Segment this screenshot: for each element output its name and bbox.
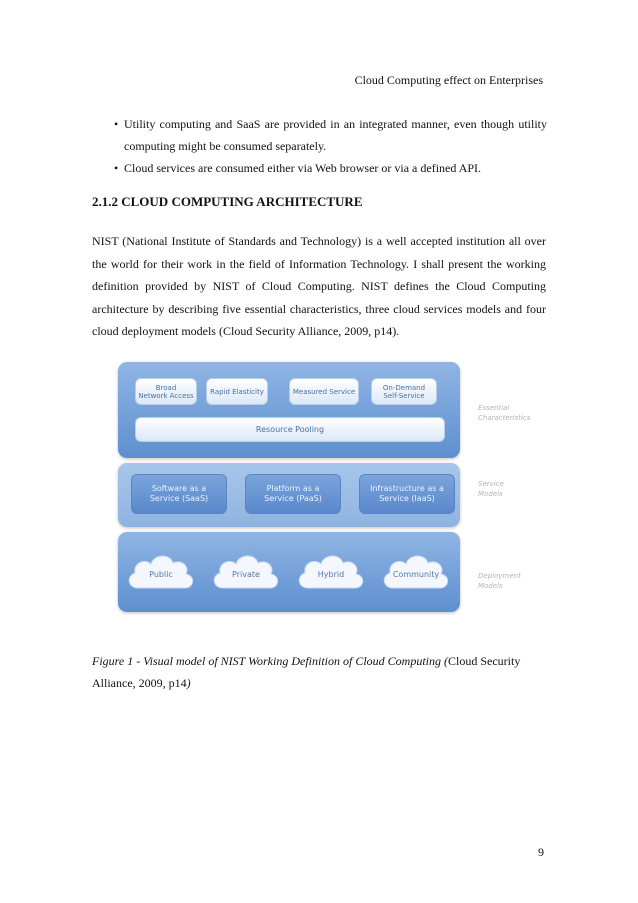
service-box — [245, 474, 341, 514]
characteristic-label: Broad — [155, 383, 177, 392]
service-label: Platform as a — [266, 484, 320, 493]
characteristic-box — [206, 378, 268, 405]
side-label-essential — [478, 403, 530, 423]
running-header: Cloud Computing effect on Enterprises — [354, 73, 543, 87]
service-box — [131, 474, 227, 514]
characteristic-label: Measured Service — [292, 387, 356, 396]
side-label-text: Deployment — [478, 572, 521, 580]
bullet-item — [92, 113, 547, 157]
characteristic-label: On-Demand — [382, 383, 426, 392]
figure-caption — [92, 650, 546, 694]
resource-pooling-box — [135, 417, 445, 442]
side-label-deployment — [478, 571, 521, 591]
bullet-item — [92, 157, 547, 179]
deployment-cloud-hybrid — [294, 548, 368, 596]
service-models-panel — [118, 463, 460, 527]
body-paragraph: NIST (National Institute of Standards and Technology) is a well accepted institution all over the world for their work in the field of Information Technology. I shall present the working definition provided by NIST of Cloud Computing. NIST defines the Cloud Computing architecture by describing five essential characteristics, three cloud services models and four cloud deployment models (Cloud Security Alliance, 2009, p14). — [92, 234, 546, 338]
service-label: Infrastructure as a — [370, 484, 444, 493]
service-label: Service (IaaS) — [379, 494, 435, 503]
caption-italic: Figure 1 - Visual model of NIST Working Definition of Cloud Computing ( — [92, 654, 448, 668]
deployment-cloud-community — [379, 548, 453, 596]
side-label-text: Models — [478, 582, 503, 590]
deployment-label: Hybrid — [317, 570, 345, 579]
characteristic-box — [135, 378, 197, 405]
deployment-label: Private — [232, 570, 260, 579]
side-label-text: Essential — [478, 404, 510, 412]
deployment-models-panel — [118, 532, 460, 612]
service-box — [359, 474, 455, 514]
bullet-text: Cloud services are consumed either via Web browser or via a defined API. — [124, 161, 482, 175]
bullet-icon: • — [114, 117, 119, 131]
characteristic-label: Rapid Elasticity — [210, 387, 264, 396]
side-label-text: Characteristics — [478, 414, 531, 422]
deployment-label: Public — [149, 570, 173, 579]
service-label: Software as a — [151, 484, 207, 493]
caption-citation: Cloud Security Alliance, 2009, p14 — [92, 654, 521, 690]
resource-pooling-label: Resource Pooling — [255, 424, 325, 434]
characteristic-label: Network Access — [138, 391, 194, 400]
nist-model-figure — [118, 359, 538, 619]
bullet-list — [92, 113, 547, 179]
side-label-text: Models — [478, 490, 503, 498]
essential-characteristics-panel — [118, 362, 460, 458]
page-number: 9 — [538, 845, 544, 859]
side-label-text: Service — [478, 480, 504, 488]
characteristic-label: Self-Service — [383, 391, 425, 400]
deployment-label: Community — [392, 570, 440, 579]
side-label-service — [478, 479, 504, 499]
bullet-icon: • — [114, 161, 119, 175]
deployment-cloud-private — [209, 548, 283, 596]
characteristic-box — [289, 378, 359, 405]
deployment-cloud-public — [124, 548, 198, 596]
characteristic-box — [371, 378, 437, 405]
caption-closing: ) — [186, 676, 191, 690]
section-heading: 2.1.2 CLOUD COMPUTING ARCHITECTURE — [92, 194, 363, 209]
bullet-text: Utility computing and SaaS are provided in an integrated manner, even though utility computing might be consumed separately. — [124, 117, 547, 153]
service-label: Service (PaaS) — [264, 494, 322, 503]
service-label: Service (SaaS) — [149, 494, 209, 503]
